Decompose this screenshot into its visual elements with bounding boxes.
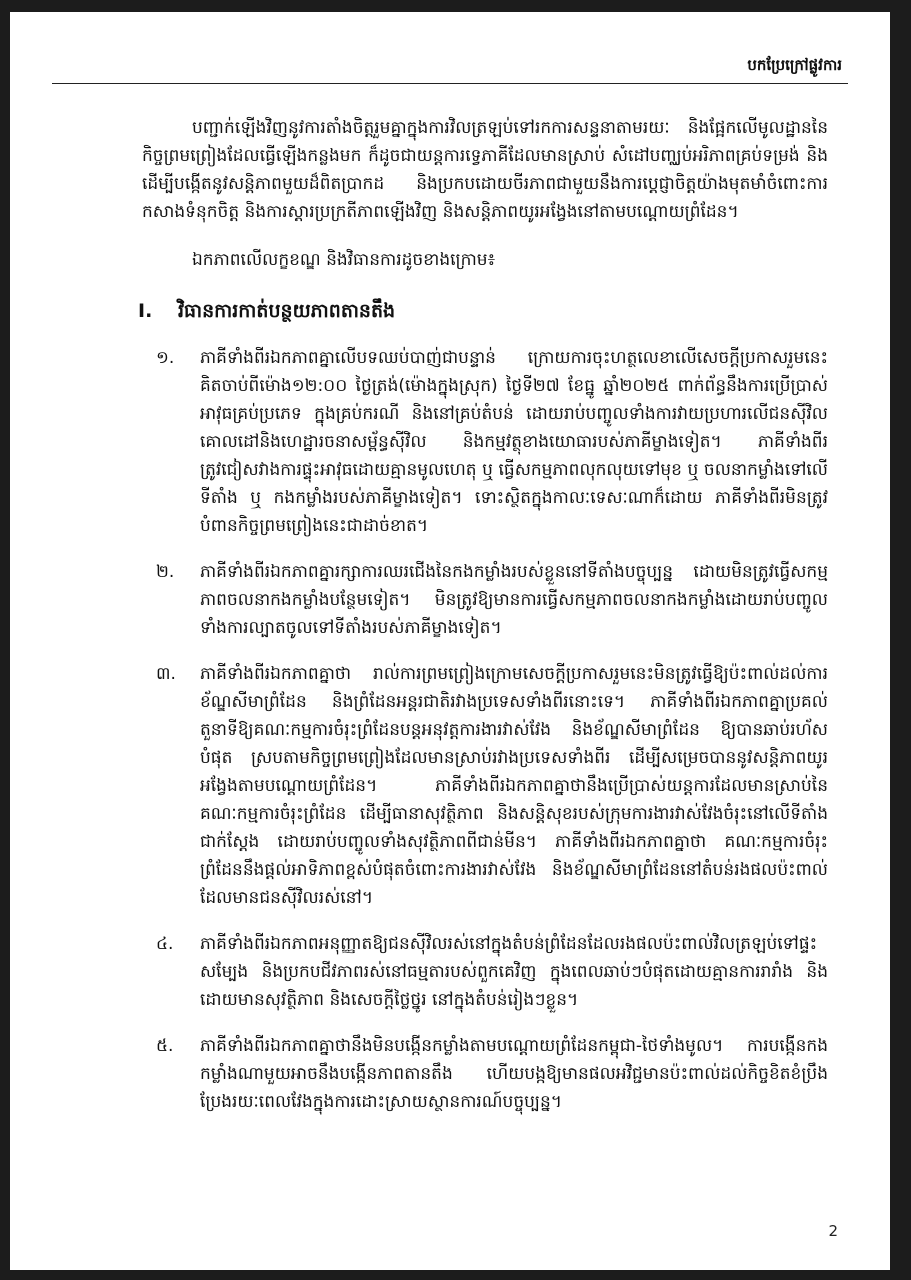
item-text: ភាគីទាំងពីរឯកភាពគ្នាថានឹងមិនបង្កើនកម្លាំងតាមបណ្តោយព្រំដែនកម្ពុជា-ថៃទាំងមូល។ ការបង្កើនកងកម្លាំងណាមួយអាចនឹងបង្កើនភាពតានតឹង ហើយបង្កឱ្យមានផលអវិជ្ជមានប៉ះពាល់ដល់កិច្ចខិតខំប្រឹងប្រែងរយៈពេលវែងក្នុងការដោះស្រាយស្ថានការណ៍បច្ចុប្បន្ន។ <box>200 1036 828 1112</box>
list-item <box>142 344 828 540</box>
item-text: ភាគីទាំងពីរឯកភាពអនុញ្ញាតឱ្យជនស៊ីវិលរស់នៅក្នុងតំបន់ព្រំដែនដែលរងផលប៉ះពាល់វិលត្រឡប់ទៅផ្ទះសម្បែង និងប្រកបជីវភាពរស់នៅធម្មតារបស់ពួកគេវិញ ក្នុងពេលឆាប់ៗបំផុតដោយគ្មានការរារាំង និងដោយមានសុវត្ថិភាព និងសេចក្តីថ្លៃថ្នូរ នៅក្នុងតំបន់រៀងៗខ្លួន។ <box>200 934 828 1010</box>
scope-line: ឯកភាពលើលក្ខខណ្ឌ និងវិធានការដូចខាងក្រោម៖ <box>192 250 496 270</box>
item-number: ២. <box>156 562 175 582</box>
item-number: ៥. <box>156 1036 174 1056</box>
section-title: វិធានការកាត់បន្ថយភាពតានតឹង <box>178 300 396 322</box>
header-divider <box>52 83 848 84</box>
document-body <box>138 114 828 1116</box>
item-number: ៤. <box>156 934 174 954</box>
item-number: ១. <box>156 348 175 368</box>
section-number: I. <box>138 300 153 322</box>
list-item <box>142 558 828 642</box>
item-text: ភាគីទាំងពីរឯកភាពគ្នាថា រាល់ការព្រមព្រៀងក្រោមសេចក្តីប្រកាសរួមនេះមិនត្រូវធ្វើឱ្យប៉ះពាល់ដល់ការខ័ណ្ឌសីមាព្រំដែន និងព្រំដែនអន្តរជាតិរវាងប្រទេសទាំងពីរនោះទេ។ ភាគីទាំងពីរឯកភាពគ្នាប្រគល់តួនាទីឱ្យគណៈកម្មការចំរុះព្រំដែនបន្តអនុវត្តការងារវាស់វែង និងខ័ណ្ឌសីមាព្រំដែន ឱ្យបានឆាប់រហ័សបំផុត ស្របតាមកិច្ចព្រមព្រៀងដែលមានស្រាប់រវាងប្រទេសទាំងពីរ ដើម្បីសម្រេចបាននូវសន្តិភាពយូរអង្វែងតាមបណ្តោយព្រំដែន។ ភាគីទាំងពីរឯកភាពគ្នាថានឹងប្រើប្រាស់យន្តការដែលមានស្រាប់នៃគណៈកម្មការចំរុះព្រំដែន ដើម្បីធានាសុវត្ថិភាព និងសន្តិសុខរបស់ក្រុមការងារវាស់វែងចំរុះនៅលើទីតាំងជាក់ស្តែង ដោយរាប់បញ្ចូលទាំងសុវត្ថិភាពពីជាន់មីន។ ភាគីទាំងពីរឯកភាពគ្នាថា គណៈកម្មការចំរុះព្រំដែននឹងផ្តល់អាទិភាពខ្ពស់បំផុតចំពោះការងារវាស់វែង និងខ័ណ្ឌសីមាព្រំដែននៅតំបន់រងផលប៉ះពាល់ ដែលមានជនស៊ីវិលរស់នៅ។ <box>200 664 828 908</box>
intro-paragraph: បញ្ជាក់ឡើងវិញនូវការតាំងចិត្តរួមគ្នាក្នុងការវិលត្រឡប់ទៅរកការសន្ទនាតាមរយៈ និងផ្អែកលើមូលដ្ឋាននៃកិច្ចព្រមព្រៀងដែលធ្វើឡើងកន្លងមក ក៏ដូចជាយន្តការទ្វេភាគីដែលមានស្រាប់ សំដៅបញ្ឈប់អរិភាពគ្រប់ទម្រង់ និងដើម្បីបង្កើតនូវសន្តិភាពមួយដ៏ពិតប្រាកដ និងប្រកបដោយចីរភាពជាមួយនឹងការប្តេជ្ញាចិត្តយ៉ាងមុតមាំចំពោះការកសាងទំនុកចិត្ត និងការស្តារប្រក្រតីភាពឡើងវិញ និងសន្តិភាពយូរអង្វែងនៅតាមបណ្តោយព្រំដែន។ <box>142 118 828 222</box>
item-text: ភាគីទាំងពីរឯកភាពគ្នាលើបទឈប់បាញ់ជាបន្ទាន់ ក្រោយការចុះហត្ថលេខាលើសេចក្តីប្រកាសរួមនេះ គិតចាប់ពីម៉ោង១២:០០ ថ្ងៃត្រង់(ម៉ោងក្នុងស្រុក) ថ្ងៃទី២៧ ខែធ្នូ ឆ្នាំ២០២៥ ពាក់ព័ន្ធនឹងការប្រើប្រាស់អាវុធគ្រប់ប្រភេទ ក្នុងគ្រប់ករណី និងនៅគ្រប់តំបន់ ដោយរាប់បញ្ចូលទាំងការវាយប្រហារលើជនស៊ីវិល គោលដៅនិងហេដ្ឋារចនាសម្ព័ន្ធស៊ីវិល និងកម្មវត្ថុខាងយោធារបស់ភាគីម្ខាងទៀត។ ភាគីទាំងពីរត្រូវជៀសវាងការផ្ទុះអាវុធដោយគ្មានមូលហេតុ ឬ ធ្វើសកម្មភាពលុកលុយទៅមុខ ឬ ចលនាកម្លាំងទៅលើទីតាំង ឬ កងកម្លាំងរបស់ភាគីម្ខាងទៀត។ ទោះស្ថិតក្នុងកាលៈទេសៈណាក៏ដោយ ភាគីទាំងពីរមិនត្រូវបំពានកិច្ចព្រមព្រៀងនេះជាដាច់ខាត។ <box>200 348 828 536</box>
item-text: ភាគីទាំងពីរឯកភាពគ្នារក្សាការឈរជើងនៃកងកម្លាំងរបស់ខ្លួននៅទីតាំងបច្ចុប្បន្ន ដោយមិនត្រូវធ្វើសកម្មភាពចលនាកងកម្លាំងបន្ថែមទៀត។ មិនត្រូវឱ្យមានការធ្វើសកម្មភាពចលនាកងកម្លាំងដោយរាប់បញ្ចូលទាំងការល្បាតចូលទៅទីតាំងរបស់ភាគីម្ខាងទៀត។ <box>200 562 828 638</box>
page-number: 2 <box>828 1222 838 1240</box>
document-page <box>10 12 890 1270</box>
section-heading <box>138 296 828 326</box>
item-number: ៣. <box>156 664 176 684</box>
header-title: បកប្រែក្រៅផ្លូវការ <box>747 56 842 74</box>
list-item <box>142 1032 828 1116</box>
list-item <box>142 930 828 1014</box>
list-item <box>142 660 828 912</box>
